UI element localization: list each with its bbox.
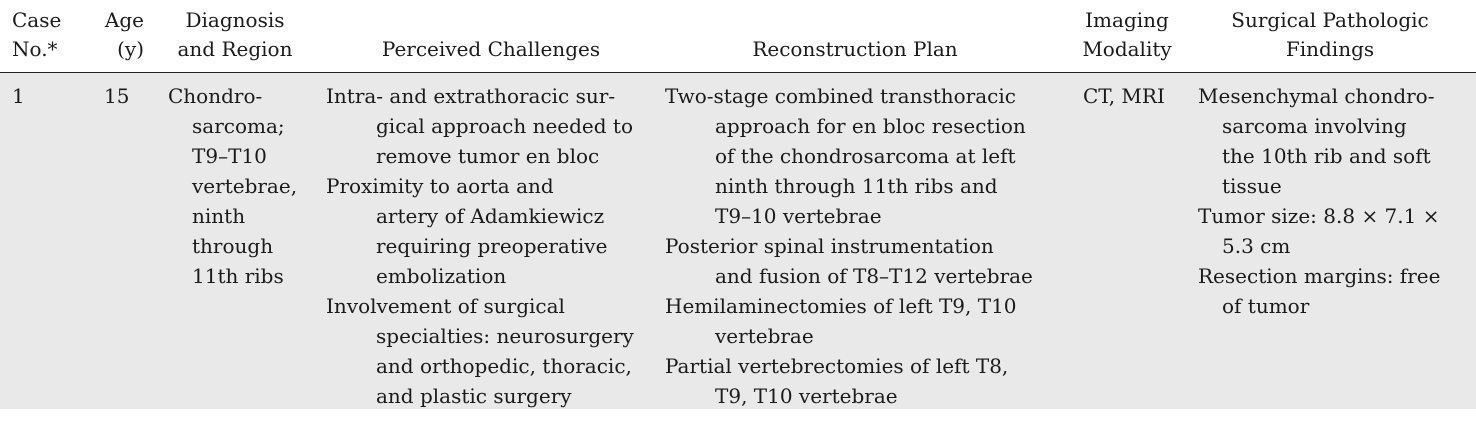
cell-imaging: [1083, 81, 1183, 111]
cell-case-no-value: 1: [12, 84, 25, 108]
header-plan: [665, 35, 1045, 64]
header-case-no-line1: Case: [12, 8, 62, 32]
header-challenges-label: Perceived Challenges: [381, 37, 601, 61]
challenges-line: embolization: [376, 264, 507, 288]
plan-line: approach for en bloc resection: [715, 114, 1026, 138]
challenges-line: Proximity to aorta and: [326, 174, 554, 198]
findings-line: the 10th rib and soft: [1222, 144, 1431, 168]
plan-line: Posterior spinal instrumentation: [665, 234, 994, 258]
findings-line: Resection margins: free: [1198, 264, 1441, 288]
plan-line: vertebrae: [715, 324, 814, 348]
cell-plan: [665, 81, 1055, 411]
diagnosis-line: sarcoma;: [192, 114, 285, 138]
challenges-line: remove tumor en bloc: [376, 144, 600, 168]
plan-line: Partial vertebrectomies of left T8,: [665, 354, 1009, 378]
header-diagnosis: [160, 6, 310, 64]
header-age-line1: Age: [104, 8, 144, 32]
plan-line: Hemilaminectomies of left T9, T10: [665, 294, 1017, 318]
challenges-line: artery of Adamkiewicz: [376, 204, 605, 228]
header-findings: [1200, 6, 1460, 64]
header-imaging-line1: Imaging: [1085, 8, 1169, 32]
diagnosis-line: Chondro-: [168, 84, 263, 108]
cell-age: [104, 81, 144, 111]
header-findings-line1: Surgical Pathologic: [1231, 8, 1429, 32]
header-plan-label: Reconstruction Plan: [752, 37, 958, 61]
findings-line: of tumor: [1222, 294, 1310, 318]
imaging-value: CT, MRI: [1083, 84, 1165, 108]
header-diagnosis-line2: and Region: [177, 37, 293, 61]
challenges-line: Intra- and extrathoracic sur-: [326, 84, 616, 108]
header-challenges: [326, 35, 656, 64]
header-findings-line2: Findings: [1285, 37, 1375, 61]
challenges-line: specialties: neurosurgery: [376, 324, 634, 348]
plan-line: of the chondrosarcoma at left: [715, 144, 1016, 168]
challenges-line: requiring preoperative: [376, 234, 608, 258]
header-imaging: [1072, 6, 1182, 64]
challenges-line: and orthopedic, thoracic,: [376, 354, 632, 378]
findings-line: Tumor size: 8.8 × 7.1 ×: [1198, 204, 1440, 228]
findings-line: Mesenchymal chondro-: [1198, 84, 1435, 108]
challenges-line: and plastic surgery: [376, 384, 572, 408]
header-case-no: [12, 6, 72, 64]
cell-findings: [1198, 81, 1468, 321]
cell-challenges: [326, 81, 656, 411]
plan-line: ninth through 11th ribs and: [715, 174, 998, 198]
diagnosis-line: vertebrae,: [192, 174, 298, 198]
header-age: [94, 6, 144, 64]
findings-line: tissue: [1222, 174, 1282, 198]
diagnosis-line: T9–T10: [192, 144, 267, 168]
diagnosis-line: 11th ribs: [192, 264, 284, 288]
plan-line: T9–10 vertebrae: [715, 204, 882, 228]
diagnosis-line: through: [192, 234, 274, 258]
header-age-line2: (y): [117, 37, 144, 61]
findings-line: sarcoma involving: [1222, 114, 1407, 138]
header-case-no-line2: No.*: [12, 37, 58, 61]
header-diagnosis-line1: Diagnosis: [185, 8, 285, 32]
plan-line: Two-stage combined transthoracic: [665, 84, 1016, 108]
findings-line: 5.3 cm: [1222, 234, 1291, 258]
challenges-line: gical approach needed to: [376, 114, 634, 138]
header-imaging-line2: Modality: [1082, 37, 1172, 61]
plan-line: and fusion of T8–T12 vertebrae: [715, 264, 1033, 288]
cell-age-value: 15: [104, 84, 130, 108]
cell-diagnosis: [168, 81, 318, 291]
cell-case-no: [12, 81, 72, 111]
challenges-line: Involvement of surgical: [326, 294, 565, 318]
diagnosis-line: ninth: [192, 204, 246, 228]
plan-line: T9, T10 vertebrae: [715, 384, 898, 408]
